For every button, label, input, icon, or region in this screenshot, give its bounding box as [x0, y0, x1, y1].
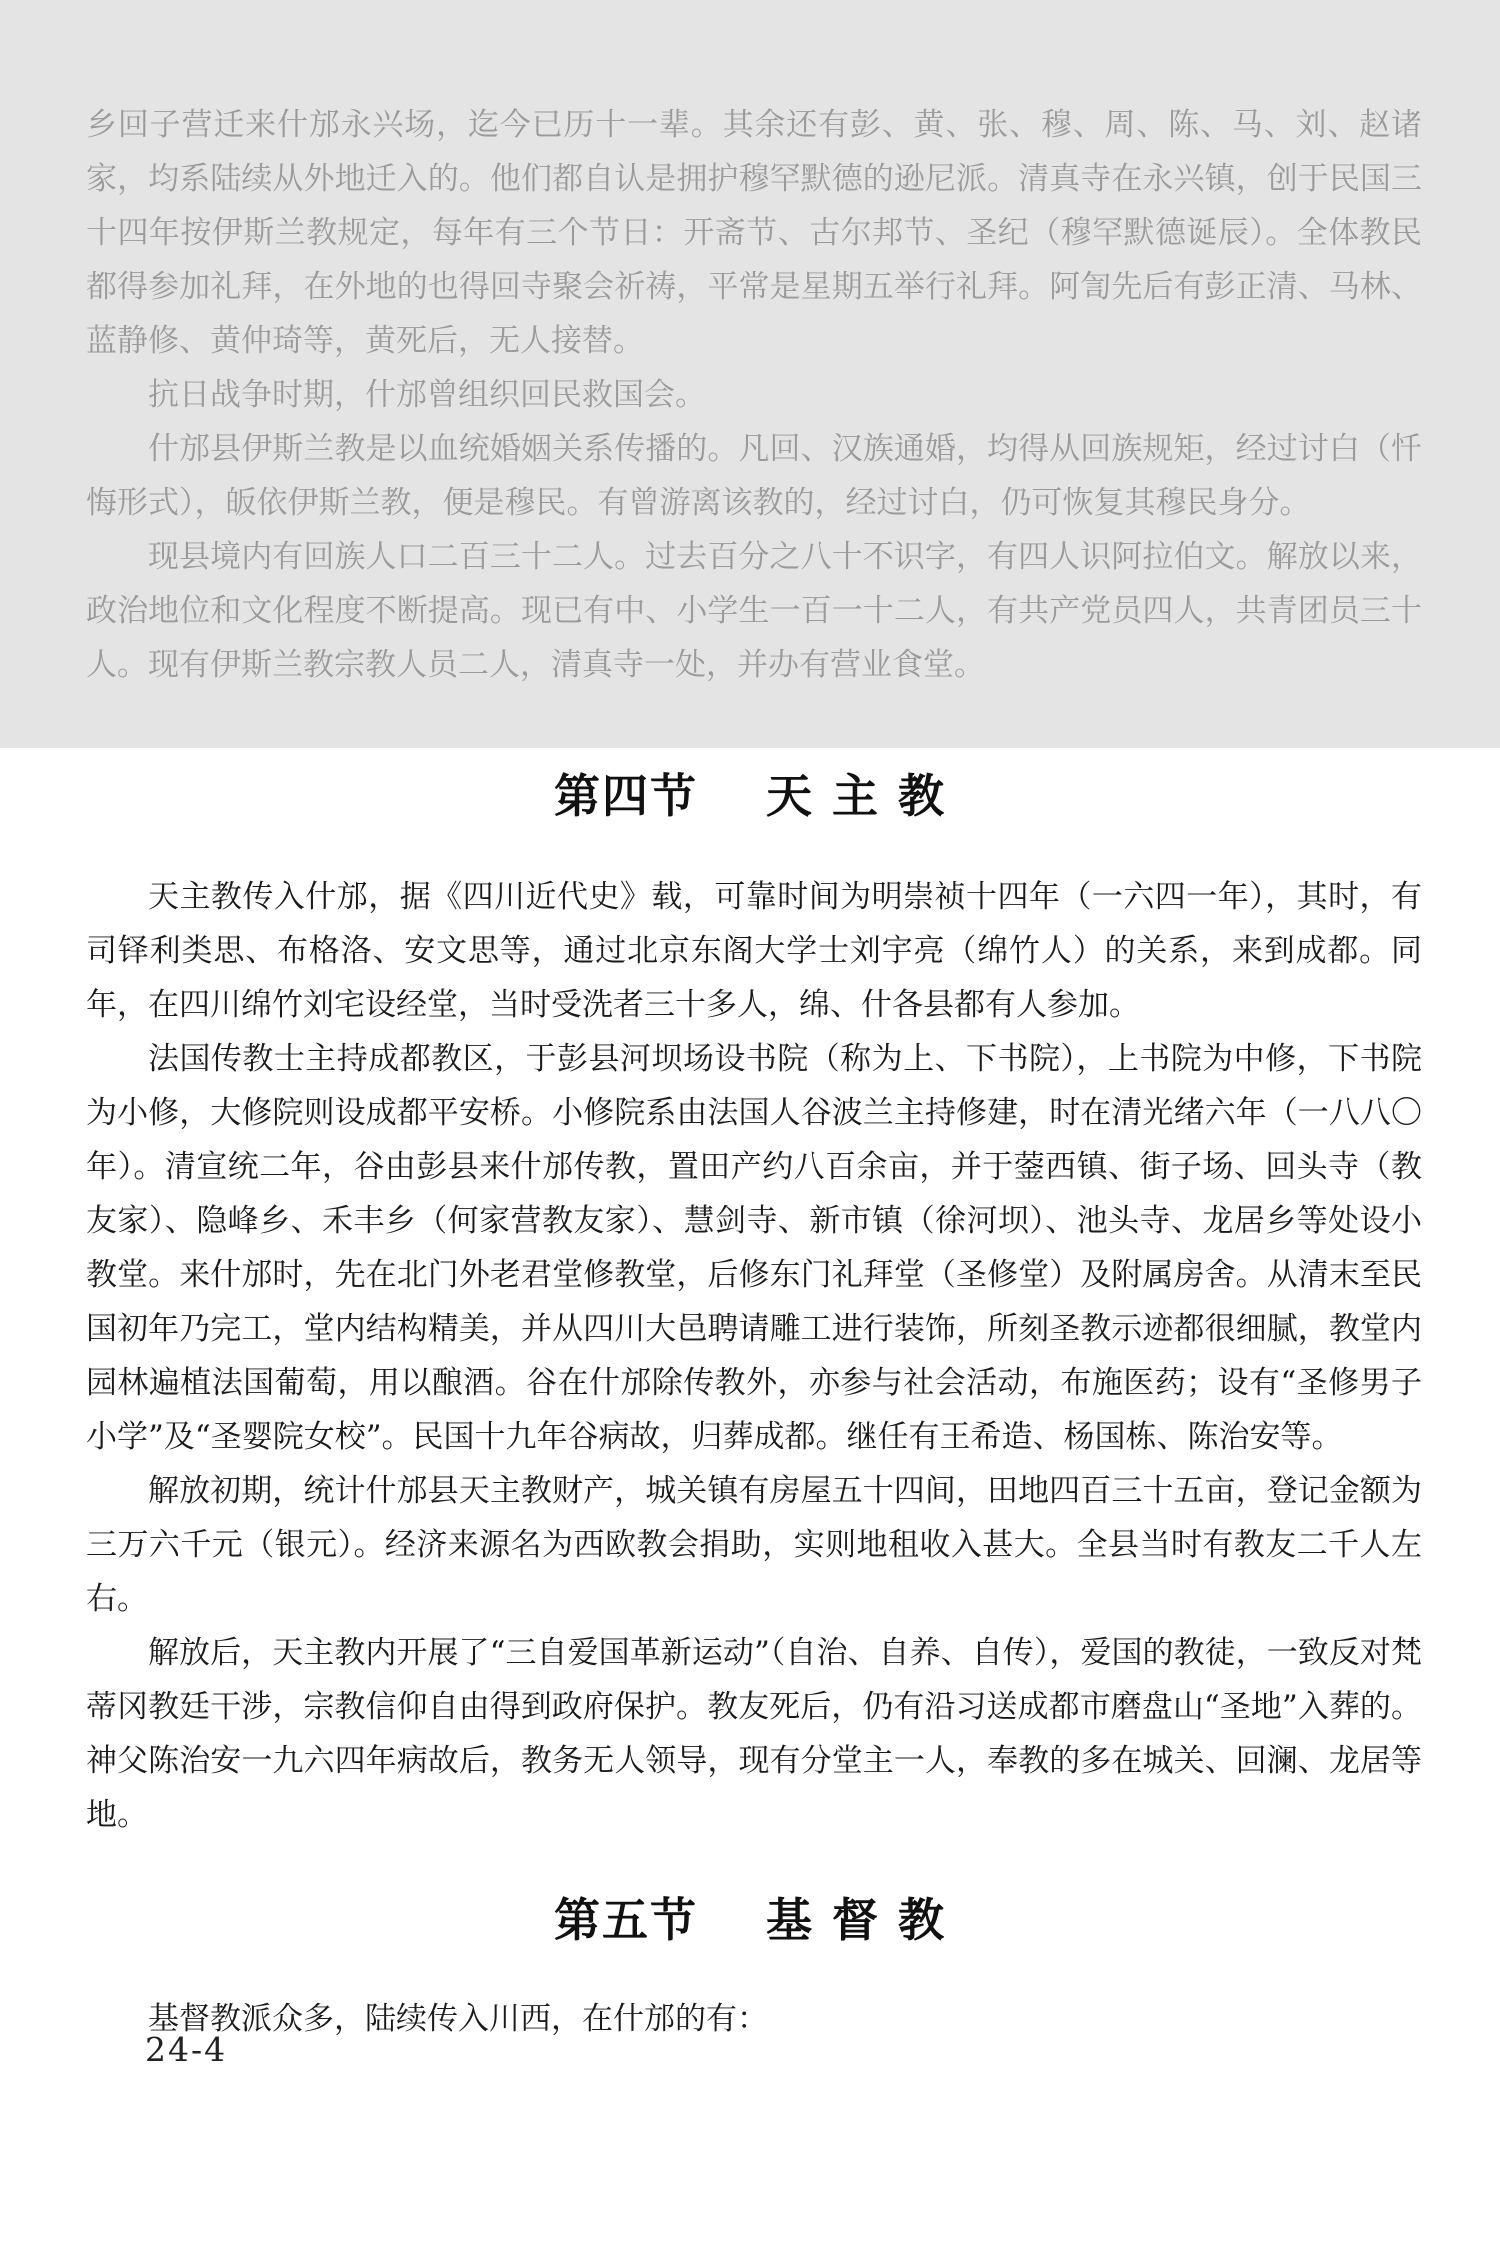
- paragraph: 什邡县伊斯兰教是以血统婚姻关系传播的。凡回、汉族通婚，均得从回族规矩，经过讨白（忏悔形式），皈依伊斯兰教，便是穆民。有曾游离该教的，经过讨白，仍可恢复其穆民身分。: [86, 431, 1422, 521]
- paragraph: 天主教传入什邡，据《四川近代史》载，可靠时间为明崇祯十四年（一六四一年），其时，有司铎利类思、布格洛、安文思等，通过北京东阁大学士刘宇亮（绵竹人）的关系，来到成都。同年，在四川绵竹刘宅设经堂，当时受洗者三十多人，绵、什各县都有人参加。: [86, 879, 1422, 1023]
- christianity-text: [86, 1992, 1422, 2046]
- page-number: 24-4: [145, 2030, 228, 2069]
- paragraph: 法国传教士主持成都教区，于彭县河坝场设书院（称为上、下书院），上书院为中修，下书院为小修，大修院则设成都平安桥。小修院系由法国人谷波兰主持修建，时在清光绪六年（一八八〇年）。清宣统二年，谷由彭县来什邡传教，置田产约八百余亩，并于蓥西镇、街子场、回头寺（教友家）、隐峰乡、禾丰乡（何家营教友家）、慧剑寺、新市镇（徐河坝）、池头寺、龙居乡等处设小教堂。来什邡时，先在北门外老君堂修教堂，后修东门礼拜堂（圣修堂）及附属房舍。从清末至民国初年乃完工，堂内结构精美，并从四川大邑聘请雕工进行装饰，所刻圣教示迹都很细腻，教堂内园林遍植法国葡萄，用以酿酒。谷在什邡除传教外，亦参与社会活动，布施医药；设有“圣修男子小学”及“圣婴院女校”。民国十九年谷病故，归葬成都。继任有王希造、杨国栋、陈治安等。: [86, 1041, 1422, 1455]
- section-name: 基 督 教: [765, 1893, 947, 1947]
- paragraph: 抗日战争时期，什邡曾组织回民救国会。: [148, 377, 706, 413]
- paragraph: 解放初期，统计什邡县天主教财产，城关镇有房屋五十四间，田地四百三十五亩，登记金额为三万六千元（银元）。经济来源名为西欧教会捐助，实则地租收入甚大。全县当时有教友二千人左右。: [86, 1473, 1422, 1617]
- catholicism-text: [86, 870, 1422, 1842]
- paragraph: 解放后，天主教内开展了“三自爱国革新运动”（自治、自养、自传），爱国的教徒，一致反对梵蒂冈教廷干涉，宗教信仰自由得到政府保护。教友死后，仍有沿习送成都市磨盘山“圣地”入葬的。神父陈治安一九六四年病故后，教务无人领导，现有分堂主一人，奉教的多在城关、回澜、龙居等地。: [86, 1635, 1422, 1833]
- paragraph: 乡回子营迁来什邡永兴场，迄今已历十一辈。其余还有彭、黄、张、穆、周、陈、马、刘、赵诸家，均系陆续从外地迁入的。他们都自认是拥护穆罕默德的逊尼派。清真寺在永兴镇，创于民国三十四年按伊斯兰教规定，每年有三个节日：开斋节、古尔邦节、圣纪（穆罕默德诞辰）。全体教民都得参加礼拜，在外地的也得回寺聚会祈祷，平常是星期五举行礼拜。阿訇先后有彭正清、马林、蓝静修、黄仲琦等，黄死后，无人接替。: [86, 107, 1422, 359]
- paragraph: 基督教派众多，陆续传入川西，在什邡的有：: [148, 2001, 768, 2037]
- section-number: 第四节: [553, 769, 698, 823]
- islam-continuation-text: [86, 98, 1422, 692]
- section-name: 天 主 教: [765, 769, 947, 823]
- section-4-heading: [0, 760, 1500, 826]
- section-5-heading: [0, 1884, 1500, 1950]
- paragraph: 现县境内有回族人口二百三十二人。过去百分之八十不识字，有四人识阿拉伯文。解放以来，政治地位和文化程度不断提高。现已有中、小学生一百一十二人，有共产党员四人，共青团员三十人。现有伊斯兰教宗教人员二人，清真寺一处，并办有营业食堂。: [86, 539, 1422, 683]
- section-number: 第五节: [553, 1893, 698, 1947]
